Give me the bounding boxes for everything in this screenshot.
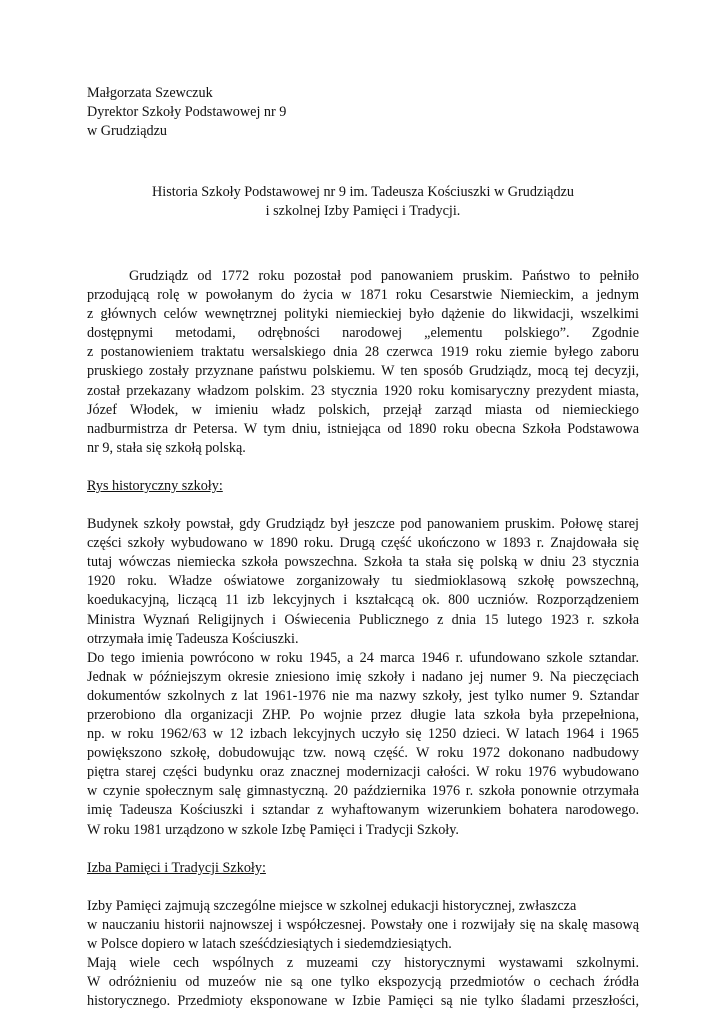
text-line: pruskiego zostały przyznane państwu polskiemu. W ten sposób Grudziądz, mocą tej decyzji, xyxy=(87,363,639,380)
text-line: piętra starej części budynku oraz znacznej modernizacji całości. W roku 1976 wybudowano xyxy=(87,764,639,781)
text-line: nadburmistrza dr Petersa. W tym dniu, istniejąca od 1890 roku obecna Szkoła Podstawowa xyxy=(87,420,639,437)
text-line: Do tego imienia powrócono w roku 1945, a 24 marca 1946 r. ufundowano szkole sztandar. xyxy=(87,649,639,666)
author-role: Dyrektor Szkoły Podstawowej nr 9 xyxy=(87,103,287,120)
text-line: z postanowieniem traktatu wersalskiego dnia 28 czerwca 1919 roku ziemie byłego zaboru xyxy=(87,344,639,361)
text-line: Budynek szkoły powstał, gdy Grudziądz był jeszcze pod panowaniem pruskim. Połowę starej xyxy=(87,516,639,533)
text-line: w czynie społecznym salę gimnastyczną. 20 października 1976 r. szkoła ponownie otrzymała xyxy=(87,783,639,800)
text-line: przerobiono dla organizacji ZHP. Po wojnie przez długie lata szkoła była przepełniona, xyxy=(87,706,639,723)
history-paragraph xyxy=(87,515,639,840)
text-line: Jednak w późniejszym okresie zniesiono imię szkoły i nadano jej numer 9. Na pieczęciach xyxy=(87,668,639,685)
text-line: 1920 roku. Władze oświatowe zorganizowały tu siedmioklasową szkołę powszechną, xyxy=(87,573,639,590)
text-line: w Polsce dopiero w latach sześćdziesiątych i siedemdziesiątych. xyxy=(87,935,452,952)
text-line: koedukacyjną, liczącą 11 izb lekcyjnych i kształcącą ok. 800 uczniów. Rozporządzeniem xyxy=(87,592,639,609)
text-line: Ministra Wyznań Religijnych i Oświecenia Publicznego z dnia 15 lutego 1923 r. szkoła xyxy=(87,611,639,628)
text-line: dostępnymi metodami, odrębności narodowej „elementu polskiego”. Zgodnie xyxy=(87,325,639,342)
text-line: otrzymała imię Tadeusza Kościuszki. xyxy=(87,630,299,647)
document-body xyxy=(87,267,639,1011)
intro-paragraph xyxy=(87,267,639,458)
text-line: powiększono szkołę, dobudowując tzw. nową część. W roku 1972 dokonano nadbudowy xyxy=(87,745,639,762)
text-line: został przekazany władzom polskim. 23 stycznia 1920 roku komisaryczny prezydent miasta, xyxy=(87,382,639,399)
text-line: historycznego. Przedmioty eksponowane w Izbie Pamięci są nie tylko śladami przeszłości, xyxy=(87,993,639,1010)
section-heading-memory-room: Izba Pamięci i Tradycji Szkoły: xyxy=(87,859,266,876)
document-title xyxy=(87,183,639,221)
text-line: np. w roku 1962/63 w 12 izbach lekcyjnych uczyło się 1250 dzieci. W latach 1964 i 1965 xyxy=(87,726,639,743)
text-line: tutaj wówczas niemiecka szkoła powszechna. Szkoła ta stała się polską w dniu 23 stycznia xyxy=(87,554,639,571)
author-place: w Grudziądzu xyxy=(87,122,167,139)
author-name: Małgorzata Szewczuk xyxy=(87,85,213,101)
text-line: Mają wiele cech wspólnych z muzeami czy historycznymi wystawami szkolnymi. xyxy=(87,955,639,971)
text-line: w nauczaniu historii najnowszej i współczesnej. Powstały one i rozwijały się na skalę masową xyxy=(87,916,639,933)
text-line: nr 9, stała się szkołą polską. xyxy=(87,439,246,456)
title-line-2: i szkolnej Izby Pamięci i Tradycji. xyxy=(265,203,461,219)
text-line: dokumentów szkolnych z lat 1961-1976 nie ma nazwy szkoły, jest tylko numer 9. Sztandar xyxy=(87,687,639,704)
title-line-1: Historia Szkoły Podstawowej nr 9 im. Tadeusza Kościuszki w Grudziądzu xyxy=(152,184,574,200)
text-line: W roku 1981 urządzono w szkole Izbę Pamięci i Tradycji Szkoły. xyxy=(87,821,459,838)
text-line: W odróżnieniu od muzeów nie są one tylko ekspozycją przedmiotów o cechach źródła xyxy=(87,974,639,991)
text-line: Izby Pamięci zajmują szczególne miejsce w szkolnej edukacji historycznej, zwłaszcza xyxy=(87,897,577,914)
text-line: części szkoły wybudowano w 1890 roku. Drugą część ukończono w 1893 r. Znajdowała się xyxy=(87,535,639,552)
text-line: z głównych celów wewnętrznej polityki niemieckiej było dążenie do likwidacji, wszelkimi xyxy=(87,306,639,323)
section-heading-history: Rys historyczny szkoły: xyxy=(87,477,223,494)
text-line: Józef Włodek, w imieniu władz polskich, przejął zarząd miasta od niemieckiego xyxy=(87,401,639,418)
author-block xyxy=(87,84,286,140)
memory-room-paragraph xyxy=(87,897,639,1012)
text-line: imię Tadeusza Kościuszki i sztandar z wyhaftowanym wizerunkiem bohatera narodowego. xyxy=(87,802,639,819)
text-line: Grudziądz od 1772 roku pozostał pod panowaniem pruskim. Państwo to pełniło xyxy=(129,268,639,284)
text-line: przodującą rolę w powołanym do życia w 1871 roku Cesarstwie Niemieckim, a jednym xyxy=(87,287,639,304)
